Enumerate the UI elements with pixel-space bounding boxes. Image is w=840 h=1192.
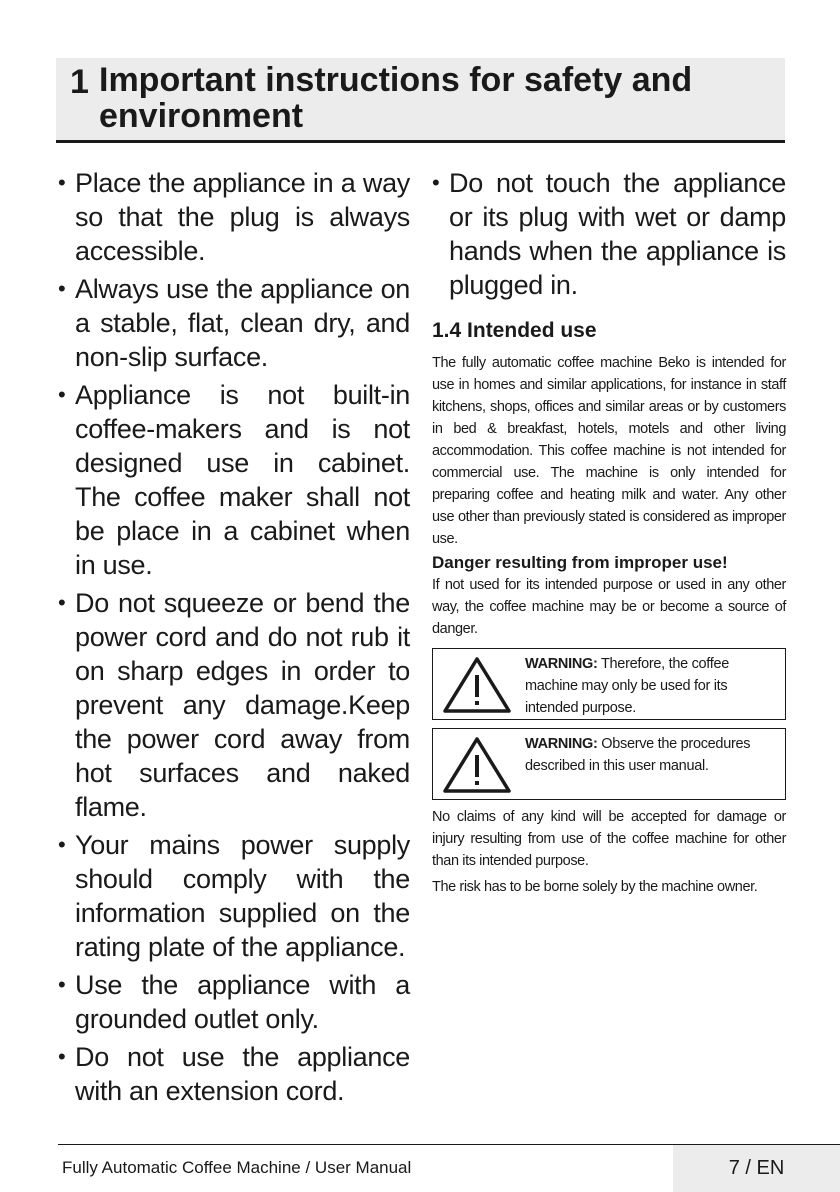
- danger-subheading: Danger resulting from improper use!: [432, 553, 728, 572]
- bullet-item: • Always use the appliance on a stable, flat, clean dry, and non-slip surface.: [58, 272, 410, 374]
- bullet-item: • Use the appliance with a grounded outlet only.: [58, 968, 410, 1036]
- warning-triangle-icon: [441, 655, 513, 715]
- warning-label: WARNING:: [525, 656, 598, 672]
- bullet-item: • Appliance is not built-in coffee-makers and is not designed use in cabinet. The coffee maker shall not be place in a cabinet when in use.: [58, 378, 410, 582]
- warning-label: WARNING:: [525, 736, 598, 752]
- warning-box-1: [432, 648, 786, 720]
- warning-text-1: [525, 653, 779, 719]
- bullet-item: • Place the appliance in a way so that the plug is always accessible.: [58, 166, 410, 268]
- danger-paragraph: If not used for its intended purpose or used in any other way, the coffee machine may be or become a source of danger.: [432, 577, 786, 637]
- bullet-item: • Do not squeeze or bend the power cord and do not rub it on sharp edges in order to prevent any damage.Keep the power cord away from hot surfaces and naked flame.: [58, 586, 410, 824]
- bullet-item: • Do not touch the appliance or its plug with wet or damp hands when the appliance is plugged in.: [432, 166, 786, 302]
- risk-paragraph: The risk has to be borne solely by the machine owner.: [432, 879, 758, 895]
- warning-triangle-icon: [441, 735, 513, 795]
- bullet-item: • Your mains power supply should comply with the information supplied on the rating plate of the appliance.: [58, 828, 410, 964]
- warning-text-2: [525, 733, 779, 777]
- right-column: [432, 166, 786, 898]
- chapter-title: Important instructions for safety and environment: [99, 61, 693, 135]
- left-column: [58, 166, 410, 1112]
- bullet-item: • Do not use the appliance with an extension cord.: [58, 1040, 410, 1108]
- footer-manual-title: Fully Automatic Coffee Machine / User Manual: [62, 1158, 412, 1177]
- safety-bullet-list-continued: [432, 166, 786, 302]
- footer-page-number: 7 / EN: [673, 1145, 840, 1192]
- warning-box-2: [432, 728, 786, 800]
- section-heading-intended-use: 1.4 Intended use: [432, 319, 597, 342]
- safety-bullet-list: [58, 166, 410, 1108]
- warning-body: Therefore, the coffee machine may only be used for its intended purpose.: [525, 656, 730, 716]
- intended-use-paragraph: The fully automatic coffee machine Beko is intended for use in homes and similar applications, for instance in staff kitchens, shops, offices and similar areas or by customers in bed & breakfast, hotels, motels and other living accommodation. This coffee machine is not intended for commercial use. The machine is only intended for preparing coffee and heating milk and water. Any other use other than previously stated is considered as improper use.: [432, 355, 786, 547]
- claims-paragraph: No claims of any kind will be accepted for damage or injury resulting from use of the coffee machine for other than its intended purpose.: [432, 809, 786, 869]
- chapter-number: 1: [70, 63, 89, 101]
- chapter-heading: [56, 58, 785, 143]
- warning-body: Observe the procedures described in this user manual.: [525, 736, 751, 774]
